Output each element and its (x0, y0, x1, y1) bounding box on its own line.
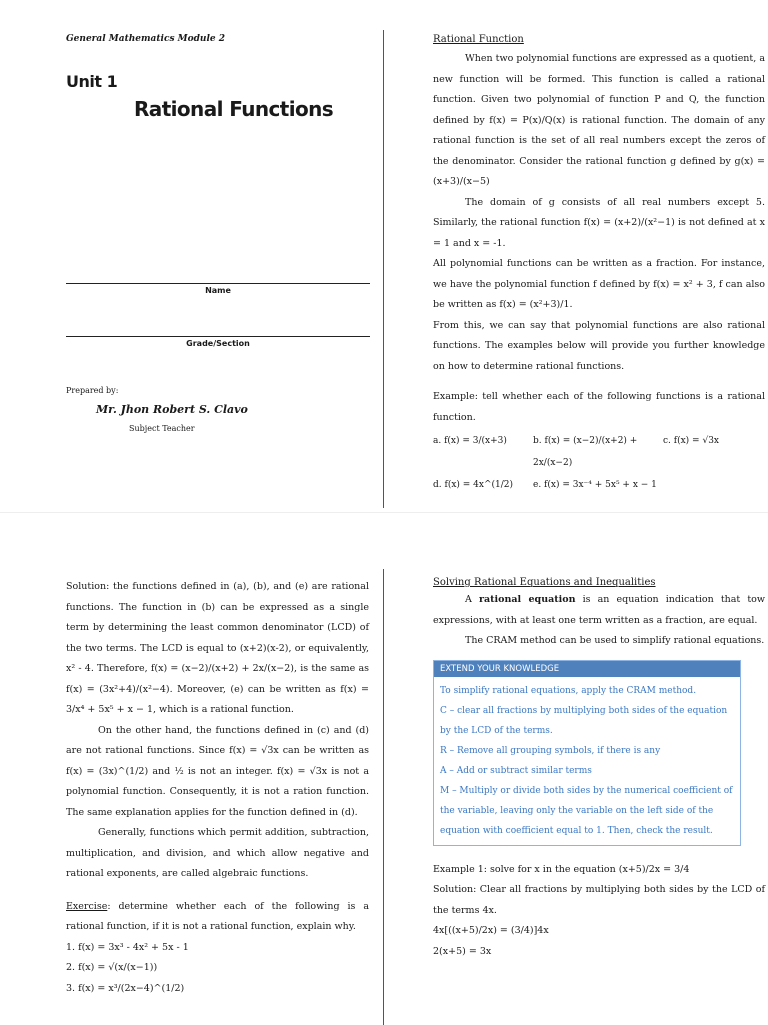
page-divider (383, 30, 384, 508)
example-list (433, 430, 765, 496)
paragraph-solution: Solution: the functions defined in (a), (b), and (e) are rational functions. The function in (b) can be expressed as a single term by determining the least common denominator (LCD) of the two terms. The LCD is equal to (x+2)(x-2), or equivalently, x² - 4. Therefore, f(x) = (x−2)/(x+2) + 2x/(x−2), is the same as f(x) = (3x²+4)/(x²−4). Moreover, (e) can be written as f(x) = 3/x⁴ + 5x⁵ + x − 1, which is a rational function. (66, 581, 369, 715)
section-heading: Rational Function (433, 34, 524, 45)
unit-label: Unit 1 (66, 72, 118, 91)
page-spread-bottom (0, 512, 768, 1025)
paragraph-polynomial: All polynomial functions can be written as a fraction. For instance, we have the polynomial function f defined by f(x) = x² + 3, f can also be written as f(x) = (x²+3)/1. (433, 258, 765, 310)
box-item: M – Multiply or divide both sides by the numerical coefficient of the variable, leaving only the variable on the left side of the equation with coefficient equal to 1. Then, check the result. (440, 785, 733, 836)
exercise-intro: Exercise: determine whether each of the following is a rational function, if it is not a rational function, explain why. (66, 900, 369, 932)
example-intro: Example: tell whether each of the following functions is a rational function. (433, 391, 765, 423)
example-a: a. f(x) = 3/(x+3) (433, 436, 507, 446)
author-name: Mr. Jhon Robert S. Clavo (96, 403, 248, 416)
name-label: Name (205, 286, 231, 295)
exercise-item-2: 2. f(x) = √(x/(x−1)) (66, 962, 158, 973)
author-role: Subject Teacher (129, 424, 195, 433)
grade-label: Grade/Section (186, 339, 250, 348)
section-heading: Solving Rational Equations and Inequalities (433, 577, 656, 588)
page-spread-top (0, 0, 768, 512)
page-divider (383, 569, 384, 1025)
paragraph-domain: The domain of g consists of all real numbers except 5. Similarly, the rational function f(x) = (x+2)/(x²−1) is not defined at x = 1 and x = -1. (433, 196, 765, 249)
exercise-item-1: 1. f(x) = 3x³ - 4x² + 5x - 1 (66, 941, 189, 953)
name-line (66, 283, 370, 284)
extend-knowledge-box (433, 660, 741, 846)
example-e: e. f(x) = 3x⁻⁴ + 5x⁵ + x − 1 (533, 480, 657, 490)
paragraph-cram: The CRAM method can be used to simplify rational equations. (465, 635, 765, 646)
page-title: Rational Functions (134, 97, 334, 121)
grade-line (66, 336, 370, 337)
paragraph-not-rational: On the other hand, the functions defined in (c) and (d) are not rational functions. Since f(x) = √3x can be written as f(x) = (3x)^(1/2) and ½ is not an integer. f(x) = √3x is not a polynomial function. Consequently, it is not a ration function. The same explanation applies for the function defined in (d). (66, 724, 369, 818)
box-item: R – Remove all grouping symbols, if there is any (440, 745, 661, 756)
exercise-label: Exercise (66, 900, 108, 912)
paragraph-conclusion: From this, we can say that polynomial functions are also rational functions. The examples below will provide you further knowledge on how to determine rational functions. (433, 319, 765, 372)
example-b: b. f(x) = (x−2)/(x+2) + 2x/(x−2) (533, 436, 638, 468)
paragraph-definition: When two polynomial functions are expressed as a quotient, a new function will be formed. This function is called a rational function. Given two polynomial of function P and Q, the function defined by f(x) = P(x)/Q(x) is rational function. The domain of any rational function is the set of all real numbers except the zeros of the denominator. Consider the rational function g defined by g(x) = (x+3)/(x−5) (433, 53, 765, 187)
exercise-item-3: 3. f(x) = x³/(2x−4)^(1/2) (66, 982, 185, 994)
paragraph-rational-equation: A rational equation is an equation indication that tow expressions, with at least one term written as a fraction, are equal. (433, 594, 765, 626)
paragraph-algebraic: Generally, functions which permit addition, subtraction, multiplication, and division, and which allow negative and rational exponents, are called algebraic functions. (66, 827, 369, 879)
box-body (434, 677, 740, 845)
example-d: d. f(x) = 4x^(1/2) (433, 480, 514, 490)
box-item: A – Add or subtract similar terms (440, 765, 592, 776)
rational-function-section (433, 34, 765, 496)
example-1: Example 1: solve for x in the equation (x+5)/2x = 3/4 (433, 863, 690, 875)
step-1: 4x[((x+5)/2x) = (3/4)]4x (433, 925, 549, 936)
solution-section (66, 577, 369, 999)
solution-1: Solution: Clear all fractions by multiplying both sides by the LCD of the terms 4x. (433, 884, 765, 916)
step-2: 2(x+5) = 3x (433, 945, 492, 957)
example-c: c. f(x) = √3x (663, 436, 719, 446)
box-title: EXTEND YOUR KNOWLEDGE (434, 661, 740, 677)
box-item: C – clear all fractions by multiplying both sides of the equation by the LCD of the terms. (440, 705, 728, 736)
rational-equations-section (433, 577, 765, 962)
box-item: To simplify rational equations, apply the CRAM method. (440, 685, 697, 696)
module-label: General Mathematics Module 2 (66, 34, 225, 44)
prepared-by-label: Prepared by: (66, 386, 119, 395)
